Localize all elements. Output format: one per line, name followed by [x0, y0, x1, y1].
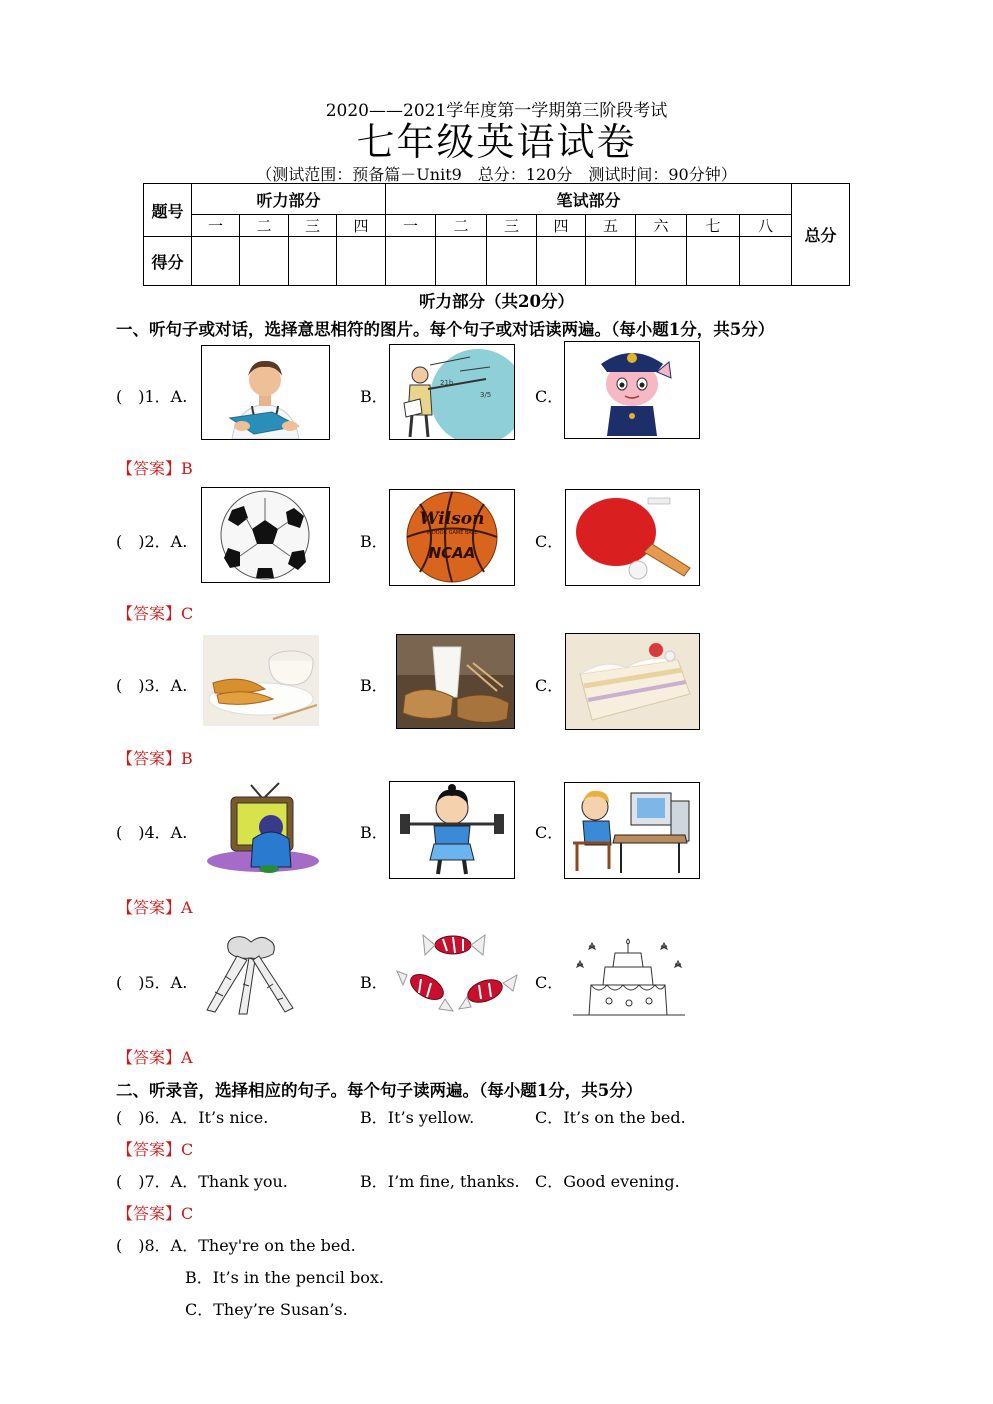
score-cell[interactable] — [192, 237, 240, 286]
score-table — [143, 183, 850, 286]
score-cell[interactable] — [436, 237, 487, 286]
cake-slice-picture[interactable] — [565, 633, 700, 730]
basketball-sub-text: INDOOR GAME BALL — [426, 530, 478, 536]
computer-boy-picture[interactable] — [564, 782, 700, 879]
exam-line: 2020——2021学年度第一学期第三阶段考试 — [325, 101, 668, 121]
score-cell[interactable] — [337, 237, 386, 286]
writing-group-header: 笔试部分 — [386, 184, 792, 215]
basketball-league-text: NCAA — [428, 544, 476, 562]
carrots-sketch[interactable] — [203, 934, 299, 1016]
watching-tv-picture[interactable] — [203, 781, 319, 875]
fried-dough-sticks-picture[interactable] — [203, 635, 319, 726]
col-header: 一 — [386, 215, 436, 237]
weightlifting-boy-picture[interactable] — [389, 781, 515, 879]
option-b-label: B． — [360, 823, 388, 842]
candies-picture[interactable] — [393, 931, 520, 1026]
col-header: 四 — [537, 215, 586, 237]
answer-7: 【答案】C — [117, 1204, 194, 1223]
question-8-option-b: B．It’s in the pencil box. — [185, 1268, 384, 1287]
answer-4: 【答案】A — [117, 898, 193, 917]
option-b-label: B． — [360, 532, 388, 551]
question-number-header: 题号 — [144, 184, 192, 237]
col-header: 二 — [240, 215, 289, 237]
col-header: 四 — [337, 215, 386, 237]
birthday-cake-sketch[interactable] — [569, 937, 688, 1024]
score-cell[interactable] — [687, 237, 740, 286]
total-header: 总分 — [792, 184, 850, 286]
question-7-option-b: B．I’m fine, thanks. — [360, 1172, 520, 1191]
answer-2: 【答案】C — [117, 604, 194, 623]
question-4-label: ( )4．A. — [116, 823, 188, 842]
col-header: 五 — [586, 215, 636, 237]
option-c-label: C． — [535, 973, 564, 992]
option-b-label: B． — [360, 676, 388, 695]
basketball-picture[interactable] — [389, 489, 515, 586]
score-cell[interactable] — [537, 237, 586, 286]
teacher-picture[interactable] — [389, 344, 515, 440]
question-6-label: ( )6．A．It’s nice. — [116, 1108, 269, 1127]
score-cell[interactable] — [289, 237, 337, 286]
page-title: 七年级英语试卷 — [356, 120, 637, 164]
col-header: 三 — [289, 215, 337, 237]
score-cell[interactable] — [487, 237, 537, 286]
police-officer-picture[interactable] — [564, 341, 700, 439]
answer-1: 【答案】B — [117, 459, 193, 478]
score-cell[interactable] — [586, 237, 636, 286]
svg-text:3/5: 3/5 — [480, 391, 492, 399]
option-c-label: C． — [535, 532, 564, 551]
question-2-label: ( )2．A. — [116, 532, 188, 551]
col-header: 七 — [687, 215, 740, 237]
listening-group-header: 听力部分 — [192, 184, 386, 215]
soccer-ball-picture[interactable] — [201, 487, 330, 583]
answer-3: 【答案】B — [117, 749, 193, 768]
question-3-label: ( )3．A. — [116, 676, 188, 695]
answer-6: 【答案】C — [117, 1140, 194, 1159]
score-cell[interactable] — [636, 237, 687, 286]
question-5-label: ( )5．A. — [116, 973, 188, 992]
col-header: 三 — [487, 215, 537, 237]
listening-header: 听力部分（共20分） — [419, 292, 574, 311]
score-cell[interactable] — [740, 237, 792, 286]
section2-title: 二、听录音，选择相应的句子。每个句子读两遍。（每小题1分，共5分） — [116, 1081, 643, 1100]
col-header: 六 — [636, 215, 687, 237]
question-6-option-b: B．It’s yellow. — [360, 1108, 475, 1127]
question-7-option-c: C．Good evening. — [535, 1172, 680, 1191]
option-b-label: B． — [360, 387, 388, 406]
score-cell[interactable] — [240, 237, 289, 286]
option-c-label: C． — [535, 387, 564, 406]
score-row-label: 得分 — [144, 237, 192, 286]
svg-text:21b: 21b — [440, 379, 454, 387]
question-7-label: ( )7．A．Thank you. — [116, 1172, 288, 1191]
basketball-brand-text: Wilson — [419, 509, 485, 529]
exam-info: （测试范围：预备篇－Unit9 总分：120分 测试时间：90分钟） — [256, 165, 737, 184]
option-c-label: C． — [535, 676, 564, 695]
question-6-option-c: C．It’s on the bed. — [535, 1108, 686, 1127]
col-header: 二 — [436, 215, 487, 237]
question-8-label: ( )8．A．They're on the bed. — [116, 1236, 356, 1255]
score-cell[interactable] — [386, 237, 436, 286]
answer-5: 【答案】A — [117, 1048, 193, 1067]
milk-and-bread-picture[interactable] — [396, 634, 515, 729]
option-c-label: C． — [535, 823, 564, 842]
doctor-picture[interactable] — [201, 345, 330, 440]
col-header: 一 — [192, 215, 240, 237]
col-header: 八 — [740, 215, 792, 237]
option-b-label: B． — [360, 973, 388, 992]
ping-pong-paddle-picture[interactable] — [565, 489, 700, 586]
question-1-label: ( )1．A. — [116, 387, 188, 406]
section1-title: 一、听句子或对话，选择意思相符的图片。每个句子或对话读两遍。（每小题1分，共5分） — [116, 320, 775, 339]
question-8-option-c: C．They’re Susan’s. — [185, 1300, 348, 1319]
